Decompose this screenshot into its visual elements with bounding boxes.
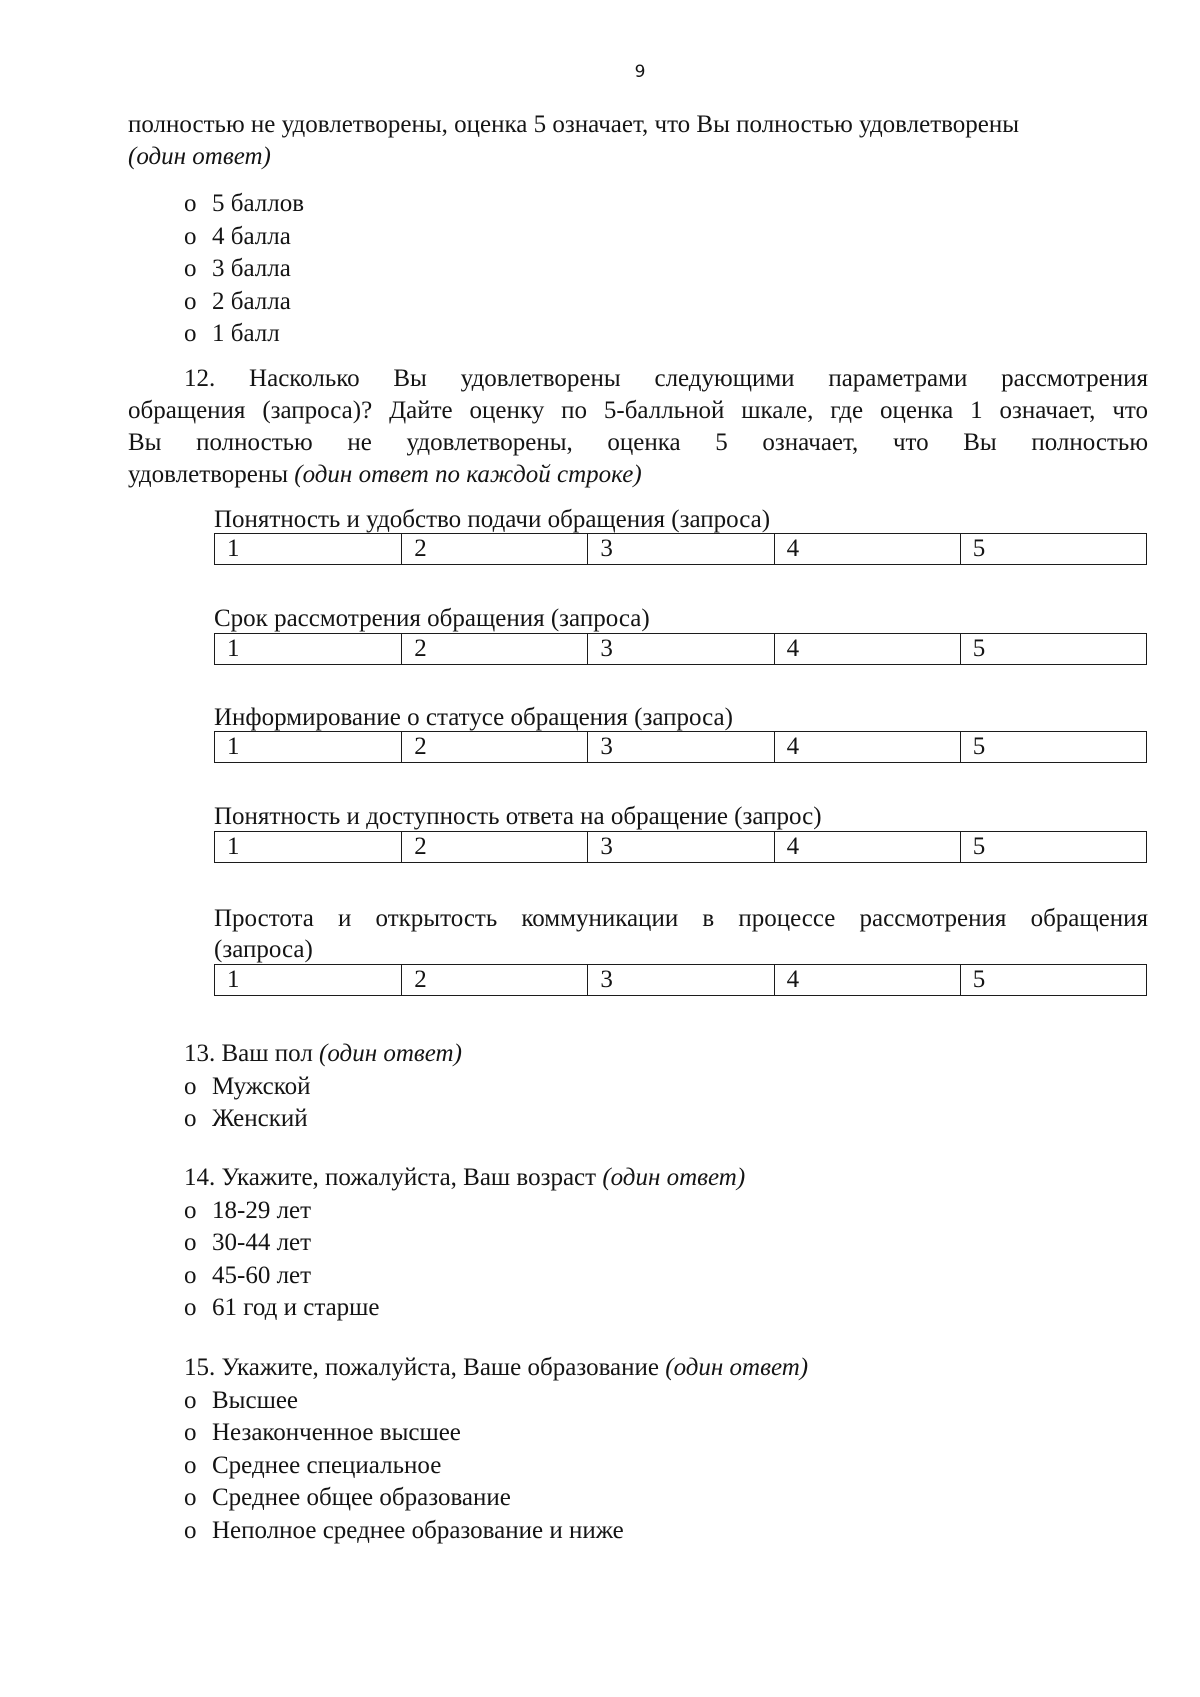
scale-caption xyxy=(214,903,1148,965)
question-14-title-row xyxy=(184,1162,745,1195)
radio-bullet-icon: o xyxy=(184,222,197,250)
rating-cell[interactable]: 5 xyxy=(960,832,1146,862)
page-number: 9 xyxy=(634,62,646,82)
intro-line: полностью не удовлетворены, оценка 5 означает, что Вы полностью удовлетворены xyxy=(128,111,1020,138)
question-14-title: 14. Укажите, пожалуйста, Ваш возраст xyxy=(184,1164,597,1191)
option-label: Мужской xyxy=(212,1072,311,1100)
radio-bullet-icon: o xyxy=(184,190,197,217)
option-item[interactable] xyxy=(184,221,304,254)
rating-cell[interactable]: 1 xyxy=(227,635,240,662)
option-item[interactable] xyxy=(184,1482,808,1515)
rating-cell[interactable]: 3 xyxy=(587,965,773,995)
rating-cell[interactable]: 5 xyxy=(960,634,1146,664)
option-label: 18-29 лет xyxy=(212,1196,312,1224)
question-13-title: 13. Ваш пол xyxy=(184,1040,313,1067)
radio-bullet-icon: o xyxy=(184,287,197,315)
rating-cell[interactable]: 5 xyxy=(960,965,1146,995)
radio-bullet-icon: o xyxy=(184,1451,197,1479)
rating-scale-table xyxy=(214,964,1147,996)
radio-bullet-icon: o xyxy=(184,1072,197,1100)
rating-cell[interactable]: 1 xyxy=(227,966,240,993)
rating-cell[interactable]: 3 xyxy=(587,534,773,564)
question-13-note: (один ответ) xyxy=(319,1040,462,1067)
radio-bullet-icon: o xyxy=(184,1105,197,1132)
scale-caption: Понятность и удобство подачи обращения (запроса) xyxy=(214,506,771,533)
option-label: Неполное среднее образование и ниже xyxy=(212,1516,624,1544)
option-item[interactable] xyxy=(184,1195,745,1228)
question-13 xyxy=(184,1038,462,1136)
rating-scale-table xyxy=(214,633,1147,665)
option-item[interactable] xyxy=(184,1227,745,1260)
option-label: 30-44 лет xyxy=(212,1229,312,1256)
rating-cell[interactable]: 4 xyxy=(774,634,960,664)
option-item[interactable] xyxy=(184,318,304,351)
option-label: 45-60 лет xyxy=(212,1261,312,1289)
radio-bullet-icon: o xyxy=(184,1261,197,1289)
question-13-title-row xyxy=(184,1038,462,1071)
option-item[interactable] xyxy=(184,1450,808,1483)
option-label: 2 балла xyxy=(212,287,291,315)
scale-caption: Информирование о статусе обращения (запроса) xyxy=(214,704,733,731)
question-12-note: (один ответ по каждой строке) xyxy=(294,461,642,488)
rating-scale-table xyxy=(214,831,1147,863)
rating-cell[interactable]: 2 xyxy=(401,832,587,862)
rating-cell[interactable]: 4 xyxy=(774,534,960,564)
option-label: 5 баллов xyxy=(212,190,305,217)
radio-bullet-icon: o xyxy=(184,1419,197,1446)
intro-section xyxy=(128,109,1148,173)
rating-cell[interactable]: 1 xyxy=(227,733,240,760)
option-label: 3 балла xyxy=(212,255,291,282)
rating-cell[interactable]: 2 xyxy=(401,732,587,762)
option-label: 1 балл xyxy=(212,320,280,347)
question-14-note: (один ответ) xyxy=(602,1164,746,1191)
option-label: Женский xyxy=(212,1105,308,1132)
radio-bullet-icon: o xyxy=(184,1294,197,1321)
rating-cell[interactable]: 4 xyxy=(774,732,960,762)
rating-cell[interactable]: 2 xyxy=(401,634,587,664)
option-label: Среднее специальное xyxy=(212,1451,442,1479)
question-12-line: 12. Насколько Вы удовлетворены следующими параметрами рассмотрения xyxy=(184,365,1148,392)
radio-bullet-icon: o xyxy=(184,1196,197,1224)
option-item[interactable] xyxy=(184,1292,745,1325)
radio-bullet-icon: o xyxy=(184,320,197,347)
radio-bullet-icon: o xyxy=(184,1484,197,1511)
radio-bullet-icon: o xyxy=(184,1516,197,1544)
rating-cell[interactable]: 3 xyxy=(587,634,773,664)
option-label: 61 год и старше xyxy=(212,1294,380,1321)
option-item[interactable] xyxy=(184,1417,808,1450)
question-15-title: 15. Укажите, пожалуйста, Ваше образование xyxy=(184,1354,659,1381)
question-12-last-line xyxy=(128,459,1148,491)
rating-cell[interactable]: 5 xyxy=(960,534,1146,564)
question-14 xyxy=(184,1162,745,1325)
option-item[interactable] xyxy=(184,188,304,221)
option-item[interactable] xyxy=(184,286,304,319)
option-item[interactable] xyxy=(184,1385,808,1418)
radio-bullet-icon: o xyxy=(184,1386,197,1414)
scale-caption-line: (запроса) xyxy=(214,936,313,963)
question-12-line: Вы полностью не удовлетворены, оценка 5 означает, что Вы полностью xyxy=(128,429,1148,456)
rating-scale-table xyxy=(214,731,1147,763)
rating-cell[interactable]: 3 xyxy=(587,832,773,862)
option-item[interactable] xyxy=(184,1515,808,1548)
option-label: Среднее общее образование xyxy=(212,1484,511,1511)
option-label: 4 балла xyxy=(212,222,291,250)
rating-cell[interactable]: 2 xyxy=(401,965,587,995)
option-label: Высшее xyxy=(212,1386,299,1414)
option-item[interactable] xyxy=(184,1103,462,1136)
question-12-text: удовлетворены xyxy=(128,461,289,488)
question-15-title-row xyxy=(184,1352,808,1385)
intro-note: (один ответ) xyxy=(128,143,271,170)
intro-options xyxy=(184,188,304,351)
rating-cell[interactable]: 5 xyxy=(960,732,1146,762)
question-15 xyxy=(184,1352,808,1547)
rating-cell[interactable]: 2 xyxy=(401,534,587,564)
option-item[interactable] xyxy=(184,253,304,286)
rating-cell[interactable]: 1 xyxy=(227,833,240,860)
radio-bullet-icon: o xyxy=(184,255,197,282)
option-item[interactable] xyxy=(184,1260,745,1293)
scale-caption-line: Простота и открытость коммуникации в процессе рассмотрения обращения xyxy=(214,905,1148,932)
rating-cell[interactable]: 1 xyxy=(227,535,240,562)
option-item[interactable] xyxy=(184,1071,462,1104)
rating-scale-table xyxy=(214,533,1147,565)
option-label: Незаконченное высшее xyxy=(212,1419,461,1446)
rating-cell[interactable]: 3 xyxy=(587,732,773,762)
rating-cell[interactable]: 4 xyxy=(774,965,960,995)
question-15-note: (один ответ) xyxy=(665,1354,809,1381)
scale-caption: Срок рассмотрения обращения (запроса) xyxy=(214,605,650,632)
radio-bullet-icon: o xyxy=(184,1229,197,1256)
scale-caption: Понятность и доступность ответа на обращение (запрос) xyxy=(214,803,822,830)
rating-cell[interactable]: 4 xyxy=(774,832,960,862)
question-12 xyxy=(128,363,1148,491)
question-12-line: обращения (запроса)? Дайте оценку по 5-балльной шкале, где оценка 1 означает, что xyxy=(128,397,1148,424)
